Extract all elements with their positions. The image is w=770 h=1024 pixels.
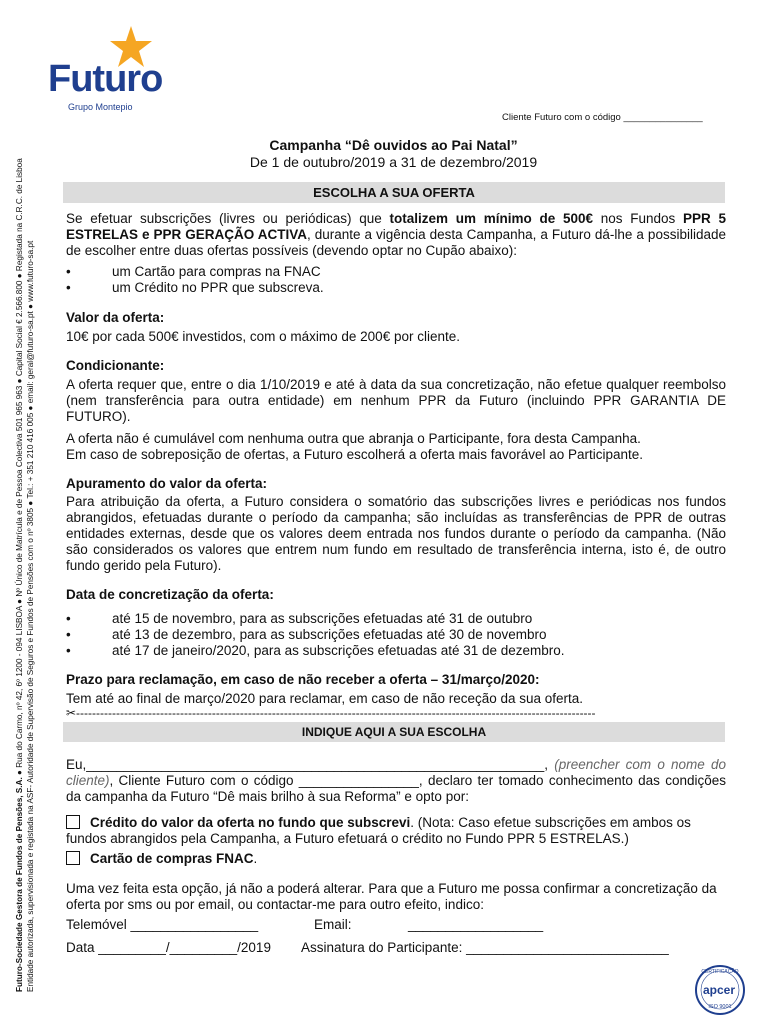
prazo-text: Tem até ao final de março/2020 para reclamar, em caso de não receção da sua oferta. (66, 691, 584, 706)
cert-ring-text: CERTIFICAÇÃO (701, 969, 739, 975)
logo-group: Grupo Montepio (68, 102, 133, 112)
choice-header: INDIQUE AQUI A SUA ESCOLHA (63, 722, 725, 742)
list-item: • até 15 de novembro, para as subscrições efetuadas até 31 de outubro (66, 611, 726, 627)
list-item: • até 13 de dezembro, para as subscrições efetuadas até 30 de novembro (66, 627, 726, 643)
contact-row (66, 917, 726, 933)
campaign-title: Campanha “Dê ouvidos ao Pai Natal” (269, 137, 518, 153)
option-credit-note: . (Nota: Caso efetue subscrições em ambos os fundos abrangidos pela Campanha, a Futuro efetuará o crédito no Fundo PPR 5 ESTRELAS.) (66, 815, 691, 846)
signature-row (66, 940, 726, 956)
prazo-heading: Prazo para reclamação, em caso de não receber a oferta – 31/março/2020: (66, 672, 540, 687)
side-legal-text (14, 158, 36, 992)
intro-funds: PPR 5 ESTRELAS e PPR GERAÇÃO ACTIVA (66, 211, 726, 242)
option-fnac-label: Cartão de compras FNAC (90, 851, 254, 866)
option-fnac (66, 851, 726, 867)
intro-text-3: , durante a vigência desta Campanha, a Futuro dá-lhe a possibilidade de escolher entre duas ofertas possíveis (devendo optar no Cupão abaixo): (66, 227, 726, 258)
list-item: • um Crédito no PPR que subscreva. (66, 280, 726, 296)
condicionante-text: A oferta requer que, entre o dia 1/10/2019 e até à data da sua concretização, não efetue qualquer reembolso (nem transferência para outra entidade) em nenhum PPR da Futuro (incluindo PPR GARANTIA DE FUTURO). (66, 377, 726, 424)
intro-paragraph (66, 211, 726, 259)
option-credit (66, 815, 726, 847)
offer-header: ESCOLHA A SUA OFERTA (63, 182, 725, 203)
side-company: Futuro-Sociedade Gestora de Fundos de Pensões, S.A. (15, 777, 24, 992)
final-note: Uma vez feita esta opção, já não a poderá alterar. Para que a Futuro me possa confirmar a concretização da oferta por sms ou por email, ou contactar-me para outro efeito, indico: (66, 881, 717, 912)
futuro-logo (44, 24, 184, 114)
name-field-line[interactable]: Eu,_____________________________________________________________, (66, 757, 549, 772)
declaration-text: , Cliente Futuro com o código ________________, declaro ter tomado conhecimento das condições da campanha da Futuro “Dê mais brilho à sua Reforma” e opto por: (66, 773, 726, 804)
coupon-declaration (66, 757, 726, 805)
phone-field[interactable]: Telemóvel _________________ (66, 917, 259, 932)
valor-text: 10€ por cada 500€ investidos, com o máximo de 200€ por cliente. (66, 329, 460, 344)
cert-name: apcer (702, 983, 736, 997)
apuramento-text: Para atribuição da oferta, a Futuro considera o somatório das subscrições livres e periódicas nos fundos abrangidos, efetuadas durante o período da campanha; são incluídas as transferências de PPR de outras entidades externas, desde que os valores deem entrada nos fundos durante o período da campanha. (Não são considerados os valores que entrem num fundo em resultado de transferência interna, isto é, de outro fundo gerido pela Futuro). (66, 494, 726, 573)
apcer-certification-seal (688, 962, 752, 1016)
option-fnac-dot: . (253, 851, 258, 866)
cut-line: ✂---------------------------------------------------------------------------------------------------------------------------------- (66, 706, 596, 720)
intro-minimum: totalizem um mínimo de 500€ (389, 211, 593, 226)
concretizacao-list (66, 611, 726, 659)
date-field[interactable]: Data _________/_________/2019 (66, 940, 271, 955)
fnac-checkbox[interactable] (66, 851, 80, 865)
side-line2: Entidade autorizada, supervisionada e registada na ASF- Autoridade de Supervisão de Seguros e Fundos de Pensões com o nº 3805 ● Tel.: + 351 210 416 005 ● email: geral@futuro-sa.pt ● www.futuro-sa.pt (26, 240, 35, 992)
offers-list (66, 264, 726, 296)
cert-standard: ISO 9001 (708, 1004, 732, 1010)
concretizacao-heading: Data de concretização da oferta: (66, 587, 274, 602)
condicionante-cumulative: A oferta não é cumulável com nenhuma outra que abranja o Participante, fora desta Campanha. (66, 431, 641, 446)
list-item: • um Cartão para compras na FNAC (66, 264, 726, 280)
condicionante-overlap: Em caso de sobreposição de ofertas, a Futuro escolherá a oferta mais favorável ao Participante. (66, 447, 644, 462)
email-field[interactable]: __________________ (408, 917, 544, 932)
side-line1: ● Rua do Carmo, nº 42, 6º 1200 - 094 LISBOA ● Nº Único de Matrícula e de Pessoa Colectiva 501 965 963 ● Capital Social € 2.566.800 ● Registada na C.R.C. de Lisboa (15, 158, 24, 778)
condicionante-heading: Condicionante: (66, 358, 165, 373)
credit-checkbox[interactable] (66, 815, 80, 829)
name-field-hint: (preencher com o nome do cliente) (66, 757, 726, 788)
signature-field[interactable]: Assinatura do Participante: ___________________________ (301, 940, 669, 955)
logo-wordmark: Futuro (48, 58, 163, 100)
valor-heading: Valor da oferta: (66, 310, 165, 325)
campaign-period: De 1 de outubro/2019 a 31 de dezembro/2019 (249, 154, 538, 170)
intro-text-2: nos Fundos (593, 211, 683, 226)
intro-text-1: Se efetuar subscrições (livres ou periódicas) que (66, 211, 390, 226)
client-code-line: Cliente Futuro com o código _______________ (502, 112, 703, 123)
apuramento-heading: Apuramento do valor da oferta: (66, 476, 268, 491)
option-credit-label: Crédito do valor da oferta no fundo que subscrevi (90, 815, 411, 830)
email-label: Email: (314, 917, 352, 932)
list-item: • até 17 de janeiro/2020, para as subscrições efetuadas até 31 de dezembro. (66, 643, 726, 659)
